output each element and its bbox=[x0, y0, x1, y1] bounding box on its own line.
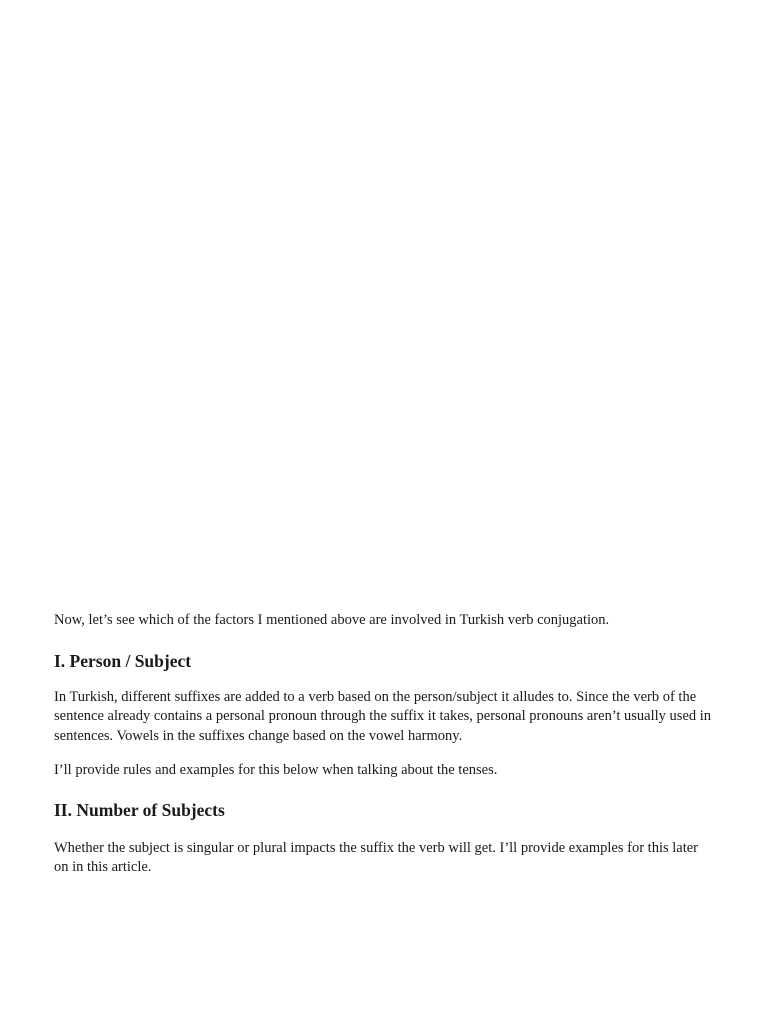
section-heading-number-of-subjects: II. Number of Subjects bbox=[54, 799, 225, 820]
section-paragraph: I’ll provide rules and examples for this below when talking about the tenses. bbox=[54, 762, 498, 778]
section-heading-person-subject: I. Person / Subject bbox=[54, 650, 192, 671]
section-paragraph: In Turkish, different suffixes are added to a verb based on the person/subject it alludes to. Since the verb of the sentence already contains a personal pronoun through the suffix it takes, personal pronouns aren’t usually used in sentences. Vowels in the suffixes change based on the vowel harmony. bbox=[54, 688, 712, 744]
section-paragraph: Whether the subject is singular or plural impacts the suffix the verb will get. I’ll provide examples for this later on in this article. bbox=[54, 839, 698, 875]
article-body bbox=[54, 611, 714, 878]
intro-paragraph: Now, let’s see which of the factors I mentioned above are involved in Turkish verb conjugation. bbox=[54, 612, 610, 628]
